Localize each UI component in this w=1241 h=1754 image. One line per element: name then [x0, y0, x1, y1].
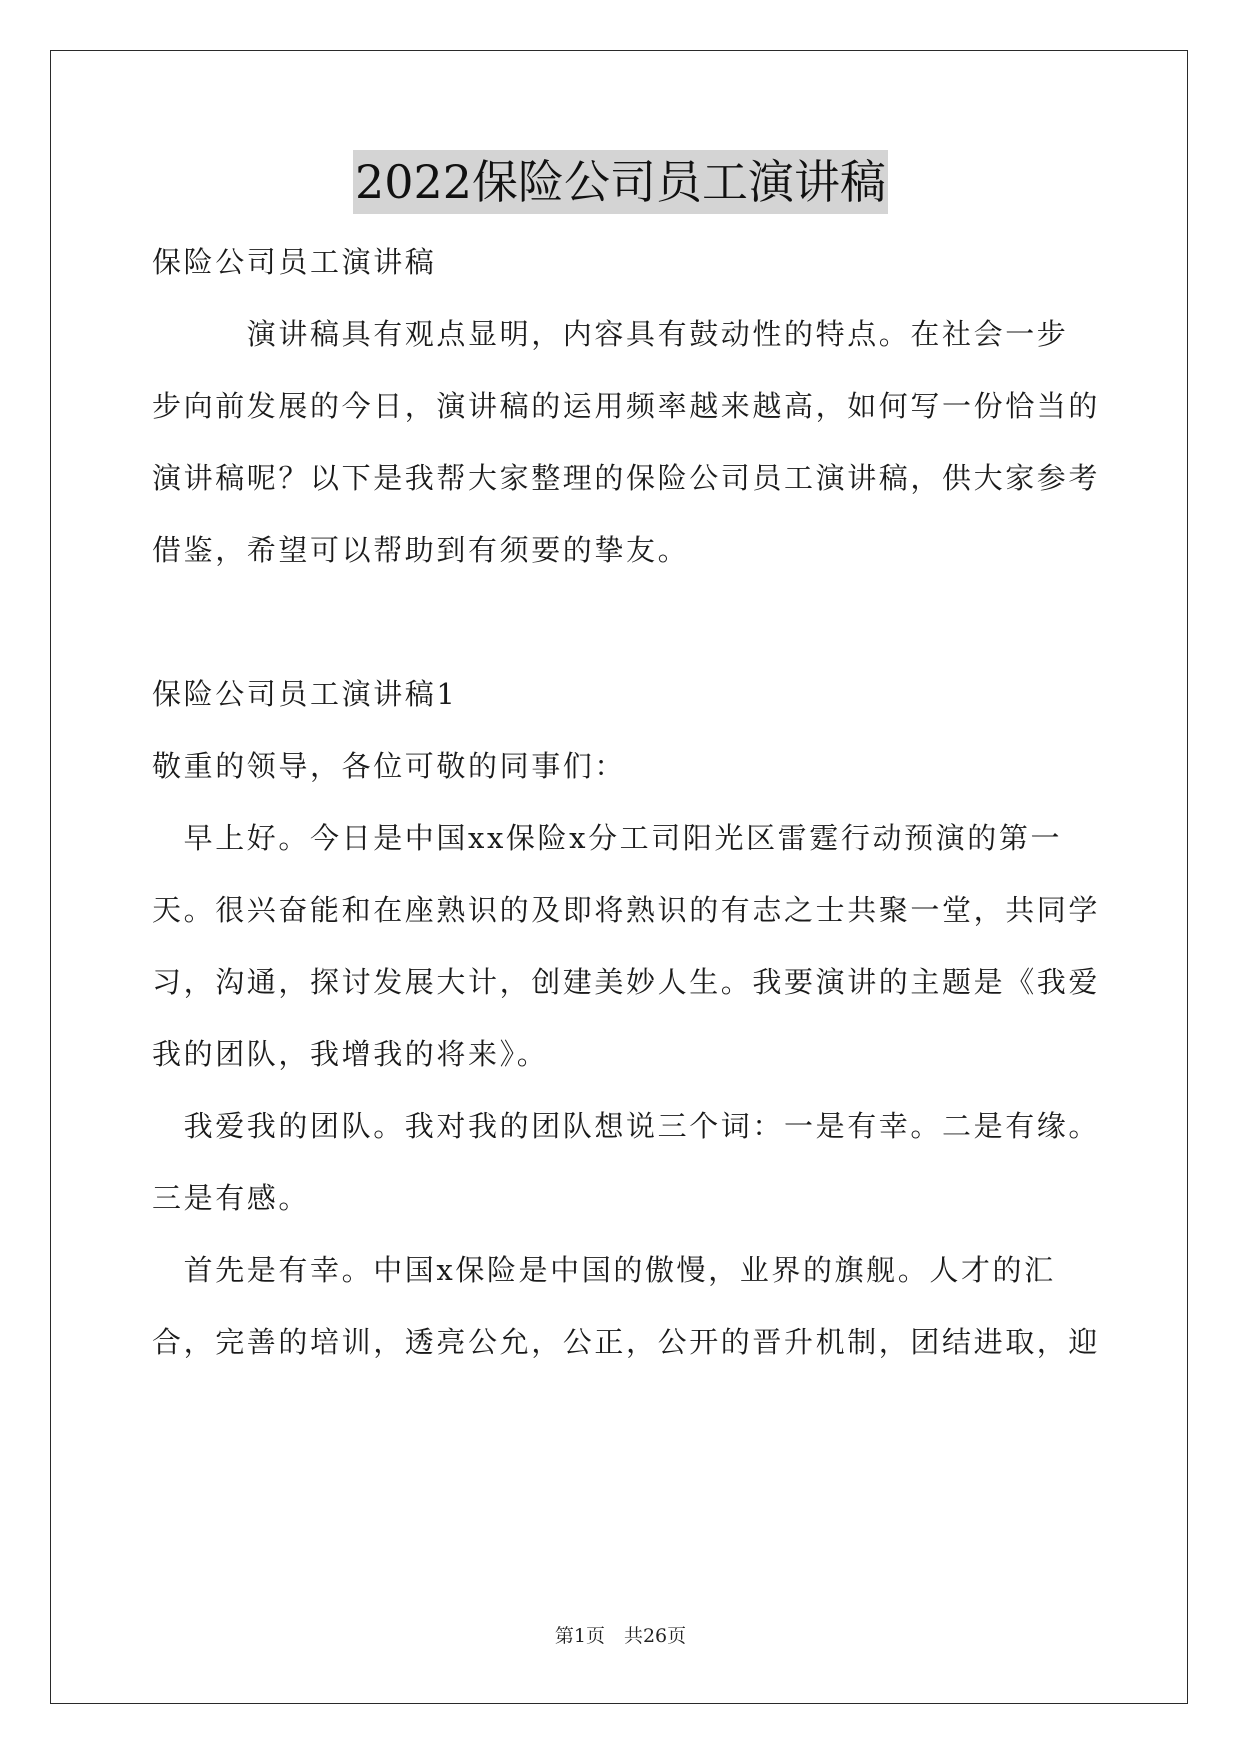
- body-line: 首先是有幸。中国x保险是中国的傲慢，业界的旗舰。人才的汇: [152, 1253, 1056, 1287]
- intro-line: 步向前发展的今日，演讲稿的运用频率越来越高，如何写一份恰当的: [152, 389, 1101, 423]
- intro-line: 演讲稿呢？以下是我帮大家整理的保险公司员工演讲稿，供大家参考: [152, 461, 1101, 495]
- intro-line: 借鉴，希望可以帮助到有须要的挚友。: [152, 533, 690, 567]
- page-footer: 第1页 共26页: [554, 1625, 687, 1647]
- body-line: 天。很兴奋能和在座熟识的及即将熟识的有志之士共聚一堂，共同学: [152, 893, 1101, 927]
- section-heading: 保险公司员工演讲稿1: [152, 677, 458, 711]
- greeting: 敬重的领导，各位可敬的同事们：: [152, 749, 627, 783]
- title-container: [0, 150, 1241, 214]
- document-title: 2022保险公司员工演讲稿: [353, 150, 888, 214]
- body-line: 我的团队，我增我的将来》。: [152, 1037, 549, 1071]
- body-line: 我爱我的团队。我对我的团队想说三个词：一是有幸。二是有缘。: [152, 1109, 1101, 1143]
- body-line: 合，完善的培训，透亮公允，公正，公开的晋升机制，团结进取，迎: [152, 1325, 1101, 1359]
- subtitle: 保险公司员工演讲稿: [152, 245, 437, 279]
- body-line: 早上好。今日是中国xx保险x分工司阳光区雷霆行动预演的第一: [152, 821, 1063, 855]
- page-border: [50, 50, 1188, 1704]
- body-line: 三是有感。: [152, 1181, 311, 1215]
- body-line: 习，沟通，探讨发展大计，创建美妙人生。我要演讲的主题是《我爱: [152, 965, 1101, 999]
- intro-line: 演讲稿具有观点显明，内容具有鼓动性的特点。在社会一步: [152, 317, 1069, 351]
